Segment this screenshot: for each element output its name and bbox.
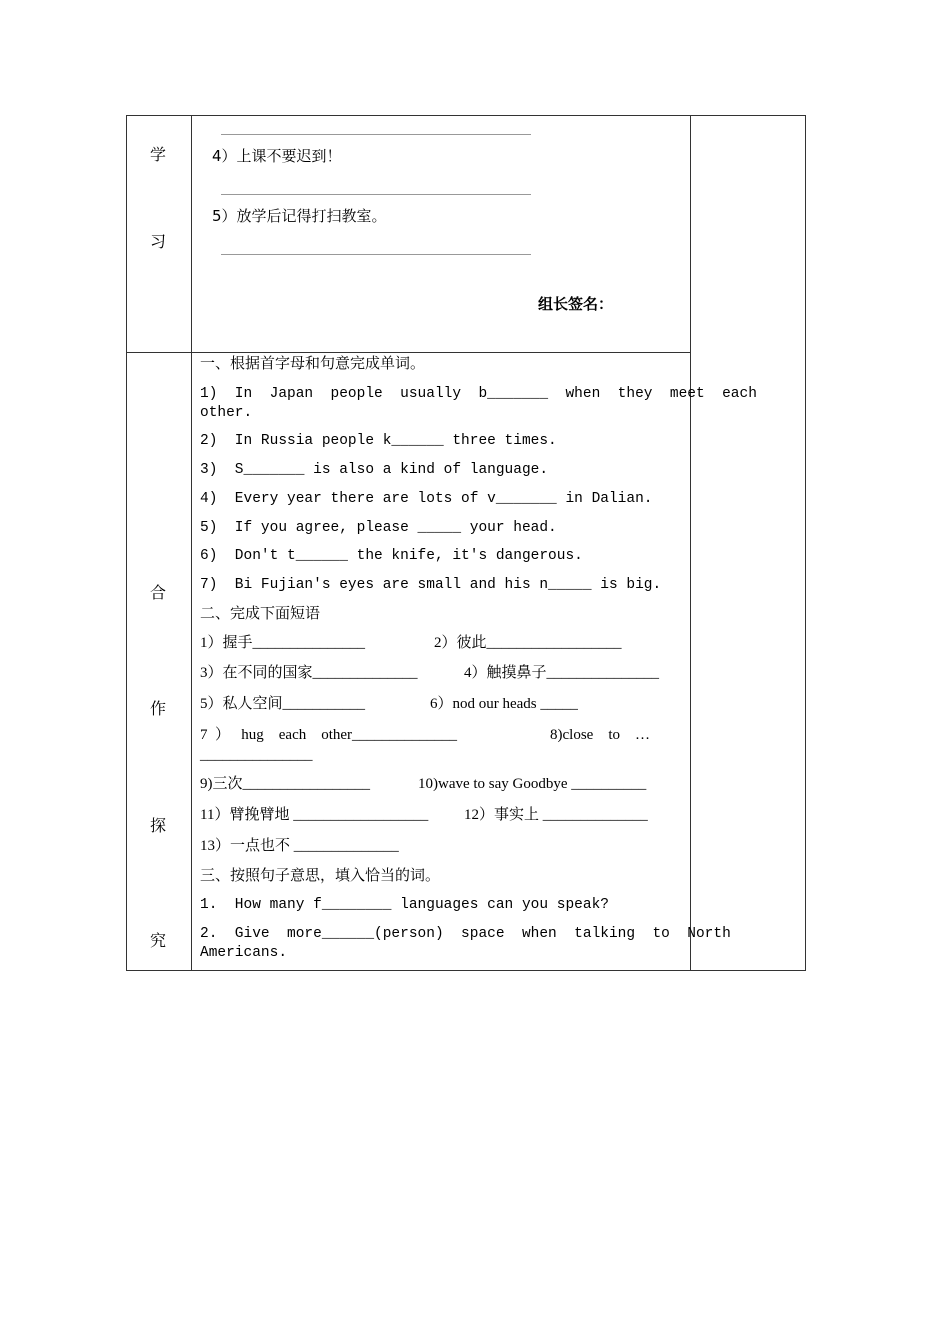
exercise-item: 2) In Russia people k______ three times. bbox=[200, 433, 557, 449]
table-border bbox=[126, 115, 806, 116]
exercise-item: 1）握手_______________ bbox=[200, 635, 366, 651]
exercise-item: 5）私人空间___________ bbox=[200, 696, 366, 712]
exercise-item: 2. Give more______(person) space when talking to North bbox=[200, 926, 731, 942]
exercise-item: 4）触摸鼻子_______________ bbox=[464, 665, 660, 681]
answer-line[interactable] bbox=[221, 254, 531, 255]
exercise-item: _______________ bbox=[200, 747, 313, 763]
exercise-item: 5) If you agree, please _____ your head. bbox=[200, 520, 557, 536]
exercise-item: Americans. bbox=[200, 945, 288, 961]
exercise-item: 3) S_______ is also a kind of language. bbox=[200, 462, 549, 478]
exercise-item: 2）彼此__________________ bbox=[434, 635, 622, 651]
table-border bbox=[126, 115, 127, 971]
side-label: 习 bbox=[150, 232, 167, 251]
exercise-item: 6）nod our heads _____ bbox=[430, 696, 578, 712]
table-border bbox=[690, 115, 691, 971]
side-label: 作 bbox=[150, 699, 167, 718]
table-border bbox=[191, 115, 192, 971]
answer-line[interactable] bbox=[221, 194, 531, 195]
exercise-item: 1) In Japan people usually b_______ when they meet each bbox=[200, 386, 757, 402]
section-title: 三、按照句子意思，填入恰当的词。 bbox=[200, 866, 441, 884]
side-label: 合 bbox=[150, 583, 167, 602]
signature-label: 组长签名： bbox=[538, 295, 614, 313]
table-border bbox=[126, 970, 806, 971]
exercise-item: 5）放学后记得打扫教室。 bbox=[212, 207, 387, 225]
side-label: 究 bbox=[150, 931, 167, 950]
table-border bbox=[805, 115, 806, 971]
exercise-item: 13）一点也不 ______________ bbox=[200, 838, 399, 854]
section-title: 二、完成下面短语 bbox=[200, 604, 321, 622]
exercise-item: 4）上课不要迟到！ bbox=[212, 147, 342, 165]
section-title: 一、根据首字母和句意完成单词。 bbox=[200, 354, 426, 372]
exercise-item: 7 ） hug each other______________ bbox=[200, 727, 458, 743]
exercise-item: 3）在不同的国家______________ bbox=[200, 665, 418, 681]
side-label: 探 bbox=[150, 816, 167, 835]
exercise-item: 7) Bi Fujian's eyes are small and his n_____ is big. bbox=[200, 577, 662, 593]
exercise-item: 8)close to … bbox=[550, 727, 650, 743]
table-border bbox=[126, 352, 691, 353]
exercise-item: 4) Every year there are lots of v_______ in Dalian. bbox=[200, 491, 653, 507]
answer-line[interactable] bbox=[221, 134, 531, 135]
exercise-item: 10)wave to say Goodbye __________ bbox=[418, 776, 647, 792]
exercise-item: 12）事实上 ______________ bbox=[464, 807, 648, 823]
exercise-item: 11）臂挽臂地 __________________ bbox=[200, 807, 429, 823]
exercise-item: 1. How many f________ languages can you speak? bbox=[200, 897, 609, 913]
exercise-item: other. bbox=[200, 405, 253, 421]
exercise-item: 6) Don't t______ the knife, it's dangerous. bbox=[200, 548, 583, 564]
exercise-item: 9)三次_________________ bbox=[200, 776, 370, 792]
side-label: 学 bbox=[150, 145, 167, 164]
